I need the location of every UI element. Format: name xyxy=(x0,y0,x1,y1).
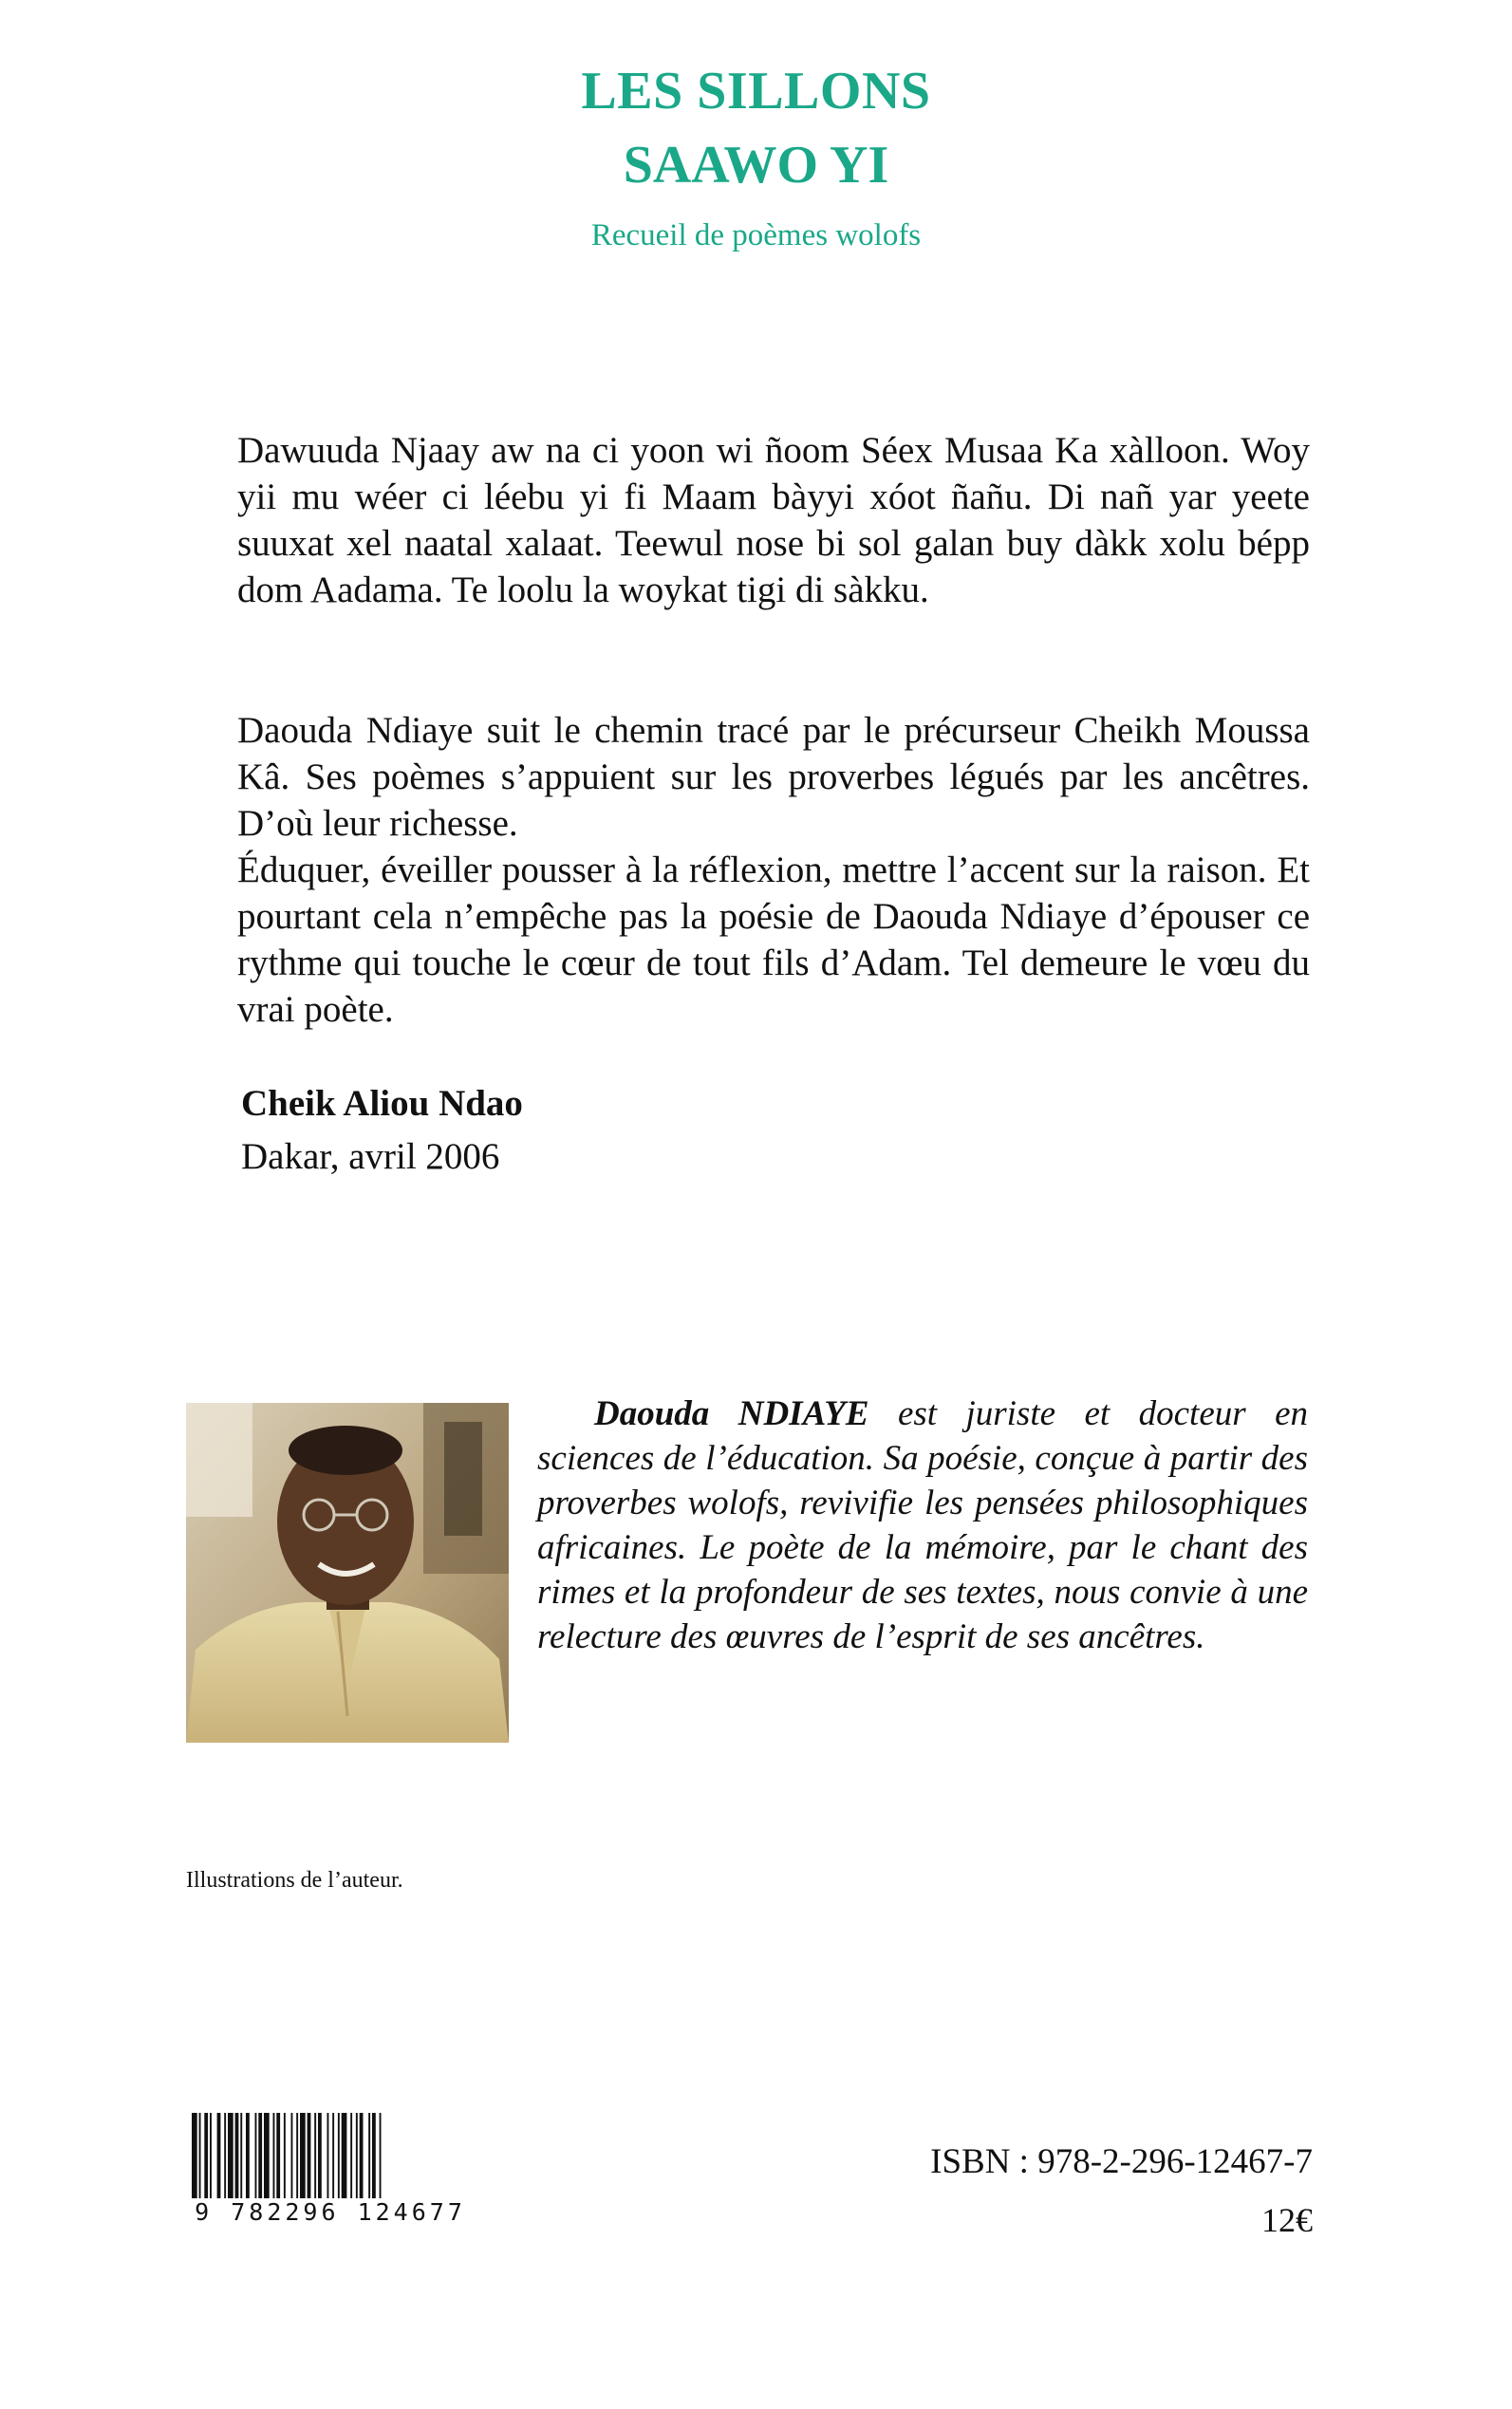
book-title-line1: LES SILLONS xyxy=(581,62,931,121)
signature-name: Cheik Aliou Ndao xyxy=(241,1083,523,1124)
french-text-p2: Éduquer, éveiller pousser à la réflexion, mettre l’accent sur la raison. Et pourtant cela n’empêche pas la poésie de Daouda Ndiaye d’épouser ce rythme qui touche le cœur de tout fils d’Adam. Tel demeure le vœu du vrai poète. xyxy=(237,850,1310,1030)
illustration-credits: Illustrations de l’auteur. xyxy=(186,1868,403,1893)
author-photo xyxy=(186,1403,509,1743)
author-name: Daouda NDIAYE xyxy=(594,1394,869,1433)
author-bio xyxy=(537,1391,1308,1659)
french-paragraph xyxy=(237,707,1310,1033)
book-subtitle: Recueil de poèmes wolofs xyxy=(590,218,922,252)
signature-place-date: Dakar, avril 2006 xyxy=(241,1136,500,1177)
isbn-number: ISBN : 978-2-296-12467-7 xyxy=(930,2142,1313,2181)
french-text-p1: Daouda Ndiaye suit le chemin tracé par le précurseur Cheikh Moussa Kâ. Ses poèmes s’appuient sur les proverbes légués par les ancêtres. D’où leur richesse. xyxy=(237,710,1310,844)
author-bio-text: est juriste et docteur en sciences de l’éducation. Sa poésie, conçue à partir des proverbes wolofs, revivifie les pensées philosophiques africaines. Le poète de la mémoire, par le chant des rimes et la profondeur de ses textes, nous convie à une relecture des œuvres de l’esprit de ses ancêtres. xyxy=(537,1394,1308,1656)
book-title-line2: SAAWO YI xyxy=(623,136,889,195)
wolof-text: Dawuuda Njaay aw na ci yoon wi ñoom Séex Musaa Ka xàlloon. Woy yii mu wéer ci léebu yi fi Maam bàyyi xóot ñañu. Di nañ yar yeete suuxat xel naatal xalaat. Teewul nose bi sol galan buy dàkk xolu bépp dom Aadama. Te loolu la woykat tigi di sàkku. xyxy=(237,430,1310,610)
barcode xyxy=(188,2113,473,2212)
barcode-digits: 9 782296 124677 xyxy=(188,2198,473,2226)
wolof-paragraph xyxy=(237,427,1310,613)
price: 12€ xyxy=(1261,2201,1313,2239)
